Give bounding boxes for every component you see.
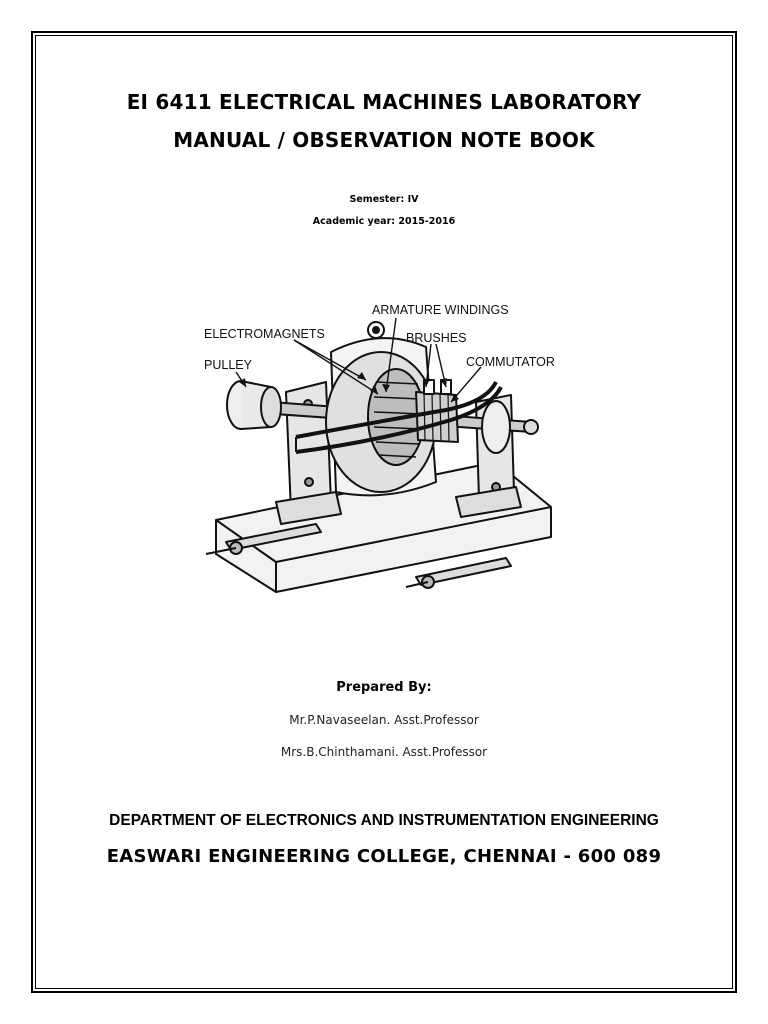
document-title-line1: EI 6411 ELECTRICAL MACHINES LABORATORY (126, 90, 642, 114)
author-2: Mrs.B.Chinthamani. Asst.Professor (280, 745, 488, 759)
author-1: Mr.P.Navaseelan. Asst.Professor (289, 713, 479, 727)
label-brushes: BRUSHES (406, 331, 467, 345)
semester-label: Semester: IV (349, 194, 419, 205)
label-electromagnets: ELECTROMAGNETS (204, 327, 325, 341)
label-armature-windings: ARMATURE WINDINGS (372, 303, 509, 317)
academic-year-label: Academic year: 2015-2016 (312, 216, 456, 227)
document-title-line2: MANUAL / OBSERVATION NOTE BOOK (173, 128, 595, 152)
college-name: EASWARI ENGINEERING COLLEGE, CHENNAI - 600 089 (106, 846, 662, 867)
dc-machine-illustration (196, 292, 576, 622)
prepared-by-label: Prepared By: (336, 680, 432, 695)
label-commutator: COMMUTATOR (466, 355, 555, 369)
label-pulley: PULLEY (204, 358, 252, 372)
department-name: DEPARTMENT OF ELECTRONICS AND INSTRUMENTATION ENGINEERING (109, 812, 659, 829)
